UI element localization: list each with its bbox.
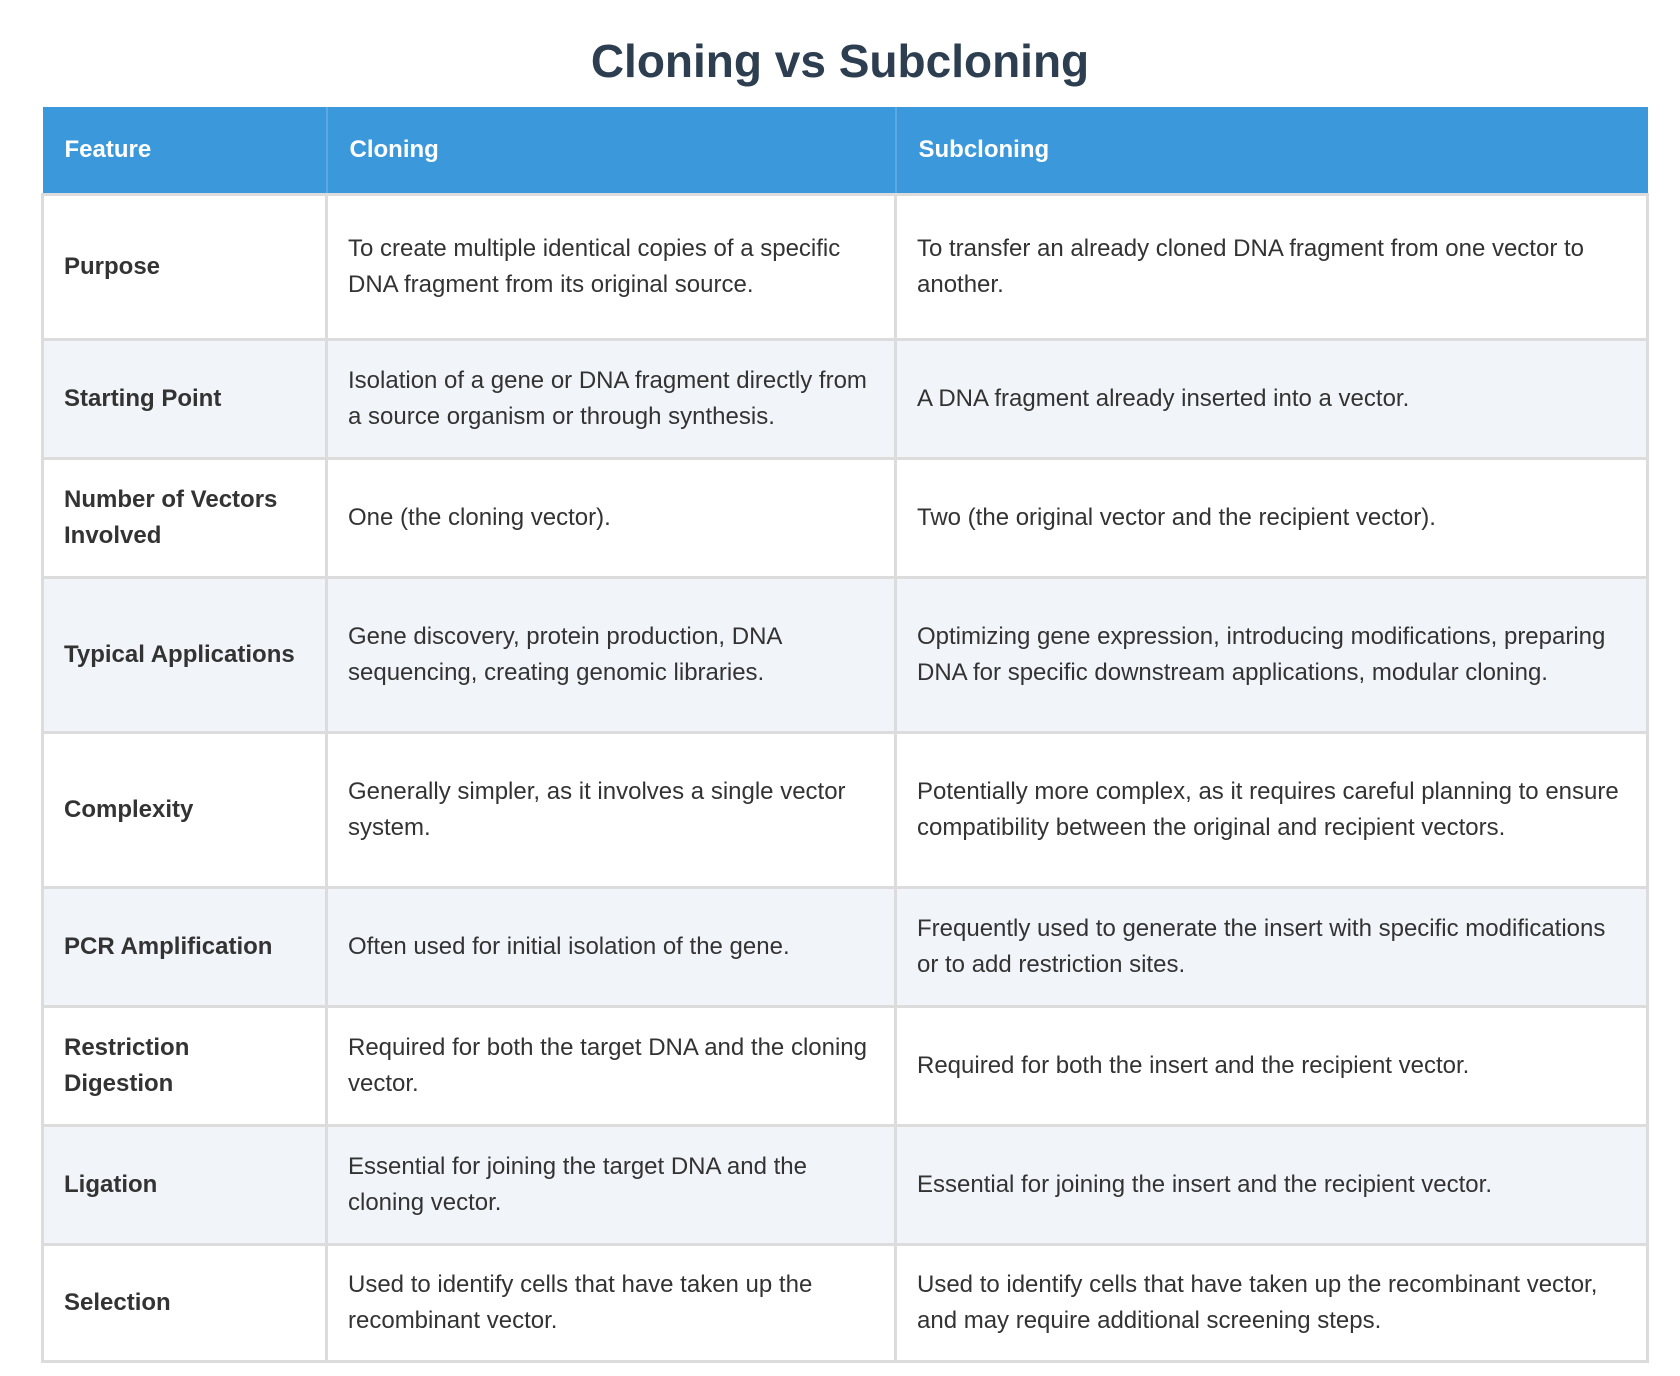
cloning-cell: One (the cloning vector). <box>327 459 896 578</box>
feature-cell: PCR Amplification <box>43 888 327 1007</box>
table-row <box>43 888 1648 1007</box>
feature-cell: Purpose <box>43 195 327 340</box>
table-row <box>43 340 1648 459</box>
cloning-cell: To create multiple identical copies of a specific DNA fragment from its original source. <box>327 195 896 340</box>
table-row <box>43 1007 1648 1126</box>
comparison-table-container <box>41 107 1646 1363</box>
table-row <box>43 1126 1648 1245</box>
table-row <box>43 578 1648 733</box>
feature-cell: Selection <box>43 1245 327 1362</box>
feature-cell: Ligation <box>43 1126 327 1245</box>
subcloning-cell: Potentially more complex, as it requires careful planning to ensure compatibility between the original and recipient vectors. <box>896 733 1648 888</box>
header-subcloning: Subcloning <box>896 107 1648 195</box>
subcloning-cell: To transfer an already cloned DNA fragment from one vector to another. <box>896 195 1648 340</box>
cloning-cell: Essential for joining the target DNA and the cloning vector. <box>327 1126 896 1245</box>
cloning-cell: Gene discovery, protein production, DNA sequencing, creating genomic libraries. <box>327 578 896 733</box>
table-header <box>43 107 1648 195</box>
cloning-cell: Required for both the target DNA and the cloning vector. <box>327 1007 896 1126</box>
feature-cell: Typical Applications <box>43 578 327 733</box>
table-row <box>43 733 1648 888</box>
subcloning-cell: Required for both the insert and the recipient vector. <box>896 1007 1648 1126</box>
cloning-cell: Used to identify cells that have taken up the recombinant vector. <box>327 1245 896 1362</box>
subcloning-cell: Frequently used to generate the insert with specific modifications or to add restriction sites. <box>896 888 1648 1007</box>
subcloning-cell: Optimizing gene expression, introducing modifications, preparing DNA for specific downstream applications, modular cloning. <box>896 578 1648 733</box>
header-feature: Feature <box>43 107 327 195</box>
subcloning-cell: Essential for joining the insert and the recipient vector. <box>896 1126 1648 1245</box>
feature-cell: Starting Point <box>43 340 327 459</box>
feature-cell: Complexity <box>43 733 327 888</box>
subcloning-cell: Two (the original vector and the recipient vector). <box>896 459 1648 578</box>
table-row <box>43 459 1648 578</box>
cloning-cell: Often used for initial isolation of the gene. <box>327 888 896 1007</box>
comparison-table <box>41 107 1649 1363</box>
subcloning-cell: A DNA fragment already inserted into a vector. <box>896 340 1648 459</box>
feature-cell: Number of Vectors Involved <box>43 459 327 578</box>
page-title: Cloning vs Subcloning <box>590 35 1090 87</box>
subcloning-cell: Used to identify cells that have taken up the recombinant vector, and may require additional screening steps. <box>896 1245 1648 1362</box>
header-cloning: Cloning <box>327 107 896 195</box>
table-body <box>43 195 1648 1362</box>
feature-cell: Restriction Digestion <box>43 1007 327 1126</box>
cloning-cell: Isolation of a gene or DNA fragment directly from a source organism or through synthesis. <box>327 340 896 459</box>
table-row <box>43 195 1648 340</box>
cloning-cell: Generally simpler, as it involves a single vector system. <box>327 733 896 888</box>
header-row <box>43 107 1648 195</box>
table-row <box>43 1245 1648 1362</box>
